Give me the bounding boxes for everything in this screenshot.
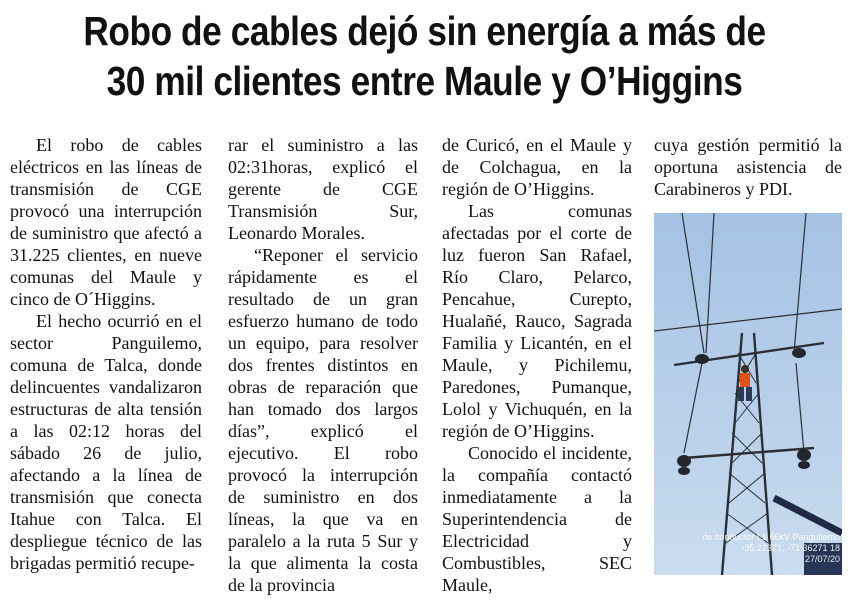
tower-repair-illustration bbox=[654, 213, 842, 575]
headline bbox=[59, 6, 789, 106]
headline-line-1: Robo de cables dejó sin energía a más de bbox=[83, 8, 766, 54]
paragraph: “Reponer el servicio rápidamente es el resultado de un gran esfuerzo humano de todo un equipo, para resolver dos frentes distintos en obras de reparación que han tomado dos largos días”, explicó el ejecutivo. El robo provocó la interrupción de suministro en dos líneas, la que va en paralelo a la ruta 5 Sur y la que alimenta la costa de la provincia bbox=[228, 245, 418, 595]
headline-line-2: 30 mil clientes entre Maule y O’Higgins bbox=[106, 58, 743, 104]
paragraph: Conocido el incidente, la compañía contactó inmediatamente a la Superintendencia de Electricidad y Combustibles, SEC Maule, bbox=[442, 443, 632, 595]
article-column-4 bbox=[654, 134, 842, 200]
paragraph: rar el suministro a las 02:31horas, explicó el gerente de CGE Transmisión Sur, Leonardo Morales. bbox=[228, 135, 418, 243]
photo-timestamp: de conductor L1 66kV Panguilemo -35.22371, -71.36271 18 27/07/20 bbox=[702, 532, 840, 564]
paragraph: cuya gestión permitió la oportuna asistencia de Carabineros y PDI. bbox=[654, 135, 842, 199]
paragraph: El robo de cables eléctricos en las líneas de transmisión de CGE provocó una interrupción de suministro que afectó a 31.225 clientes, en nueve comunas del Maule y cinco de O´Higgins. bbox=[10, 135, 202, 309]
paragraph: El hecho ocurrió en el sector Panguilemo, comuna de Talca, donde delincuentes vandalizaron estructuras de alta tensión a las 02:12 horas del sábado 26 de julio, afectando a la línea de transmisión que conecta Itahue con Talca. El despliegue técnico de las brigadas permitió recupe- bbox=[10, 311, 202, 573]
paragraph: Las comunas afectadas por el corte de luz fueron San Rafael, Río Claro, Pelarco, Pencahue, Curepto, Hualañé, Rauco, Sagrada Familia y Licantén, en el Maule, y Pichilemu, Paredones, Pumanque, Lolol y Vichuquén, en la región de O’Higgins. bbox=[442, 201, 632, 441]
news-photo bbox=[654, 213, 842, 575]
article-column-3 bbox=[442, 134, 632, 596]
article-column-1 bbox=[10, 134, 202, 574]
article-column-2 bbox=[228, 134, 418, 596]
paragraph: de Curicó, en el Maule y de Colchagua, en la región de O’Higgins. bbox=[442, 135, 632, 199]
